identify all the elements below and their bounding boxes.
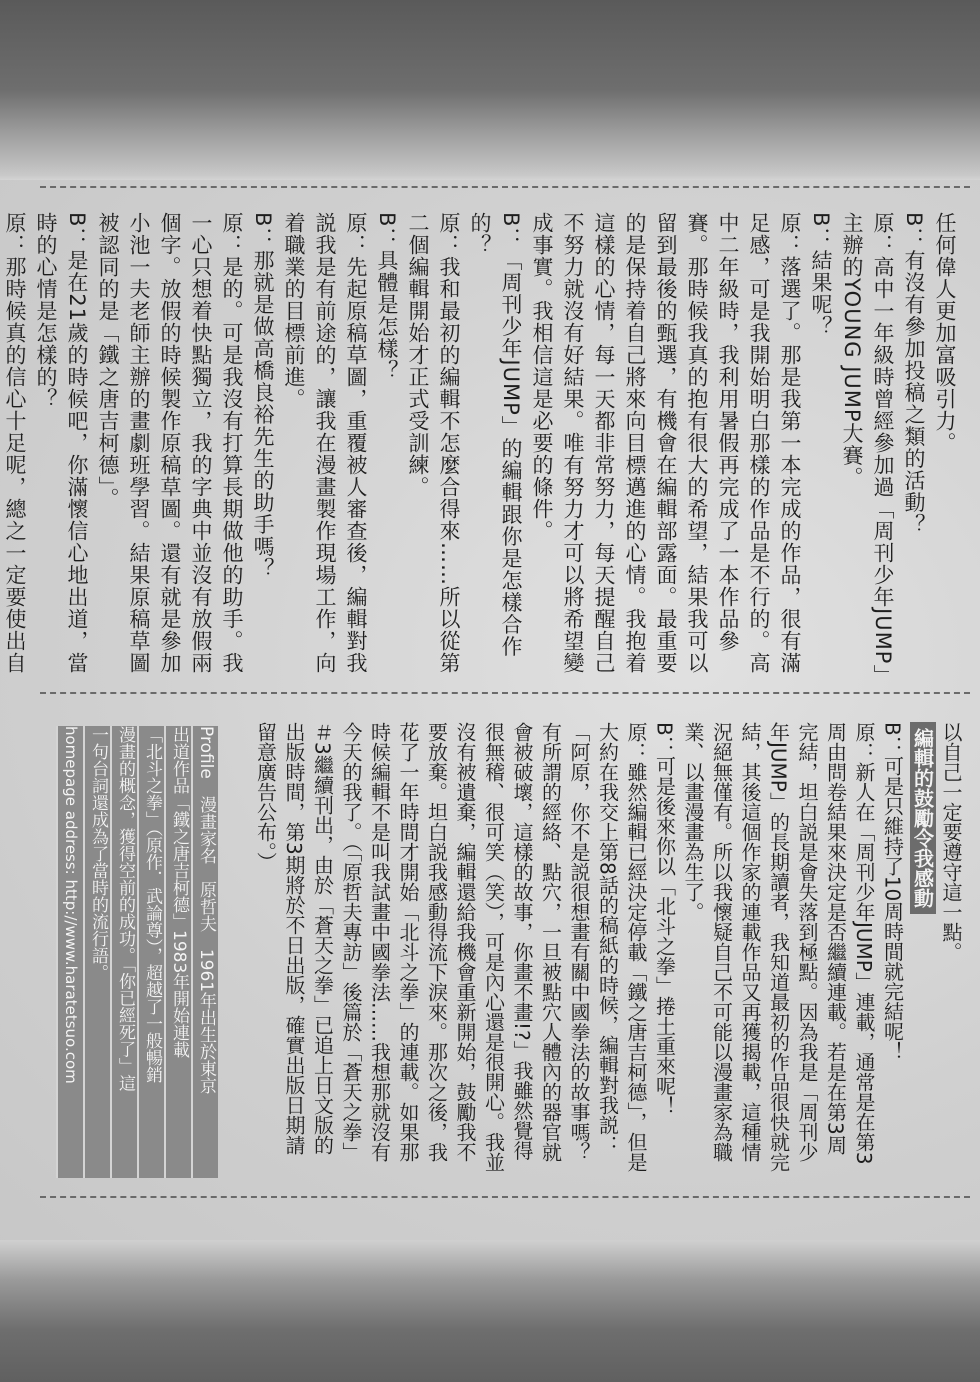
profile-line: 漫畫的概念，獲得空前的成功。「你已經死了」這: [110, 726, 137, 1178]
paragraph: B：是在21歲的時候吧，你滿懷信心地出道，當時的心情是怎樣的？: [34, 212, 89, 675]
paragraph: 原：高中一年級時曾經參加過「周刊少年JUMP」主辦的YOUNG JUMP大賽。: [840, 212, 895, 676]
paragraph: B：可是後來你以「北斗之拳」捲土重來呢！: [652, 722, 677, 1116]
paragraph: 原：新人在「周刊少年JUMP」連載，通常是在第3周由問卷結果來決定是否繼續連載。若是在第3周完結，坦白説是會失落到極點。因為我是「周刊少年JUMP」的長期讀者，我知道最初的作品很快就完結，其後這個作家的連載作品又再獲揭載，這種情況絕無僅有。所以我懷疑自己不可能以漫畫家為職業、以畫漫畫為生了。: [681, 722, 876, 1172]
section-heading: 編輯的鼓勵令我感動: [910, 722, 936, 914]
profile-line: 出道作品「鐵之唐吉柯德」1983年開始連載: [164, 726, 191, 1178]
paragraph: 原：先起原稿草圖，重覆被人審查後，編輯對我説我是有前途的，讓我在漫畫製作現場工作，向着職業的目標前進。: [282, 212, 368, 674]
bottom-scan-band: [0, 1240, 980, 1382]
profile-box: [56, 726, 218, 1178]
divider-bottom: [40, 1196, 970, 1198]
homepage-link[interactable]: homepage address: http://www.haratetsuo.com: [56, 726, 83, 1178]
paragraph: 任何偉人更加富吸引力。: [933, 212, 957, 454]
paragraph-continuation: 以自己一定要遵守這一點。: [939, 722, 963, 962]
profile-line: Profile 漫畫家名 原哲夫 1961年出生於東京: [191, 726, 218, 1178]
paragraph: B：結果呢？: [809, 212, 833, 338]
paragraph: B：可是只維持了10周時間就完結呢！: [880, 722, 905, 1062]
paragraph: B：「周刊少年JUMP」的編輯跟你是怎樣合作的？: [468, 212, 523, 658]
interview-section-1: [3, 212, 960, 682]
paragraph: 原：雖然編輯已經決定停載「鐵之唐吉柯德」，但是大約在我交上第8話的稿紙的時候，編輯對我説：「阿原，你不是説很想畫有關中國拳法的故事嗎？有所謂的經絡、點穴，一旦被點穴人體內的器官就會被破壞，這樣的故事，你畫不畫!?」我雖然覺得很無稽、很可笑（笑），可是內心還是很開心。我並沒有被遺棄，編輯還給我機會重新開始，鼓勵我不要放棄。坦白説我感動得流下淚來。那次之後，我花了一年時間才開始「北斗之拳」的連載。如果那時候編輯不是叫我試畫中國拳法……我想那就沒有今天的我了。（「原哲夫專訪」後篇於「蒼天之拳」＃3繼續刊出，由於「蒼天之拳」已追上日文版的出版時間，第3期將於不日出版，確實出版日期請留意廣告公布。）: [253, 722, 648, 1172]
paragraph: B：那就是做高橋良裕先生的助手嗎？: [251, 212, 275, 580]
top-scan-band: [0, 0, 980, 180]
paragraph: 原：那時候真的信心十足呢，總之一定要使出自: [3, 212, 27, 674]
profile-line: 一句台詞還成為了當時的流行語。: [83, 726, 110, 1178]
divider-middle: [40, 692, 970, 694]
divider-top: [40, 186, 970, 188]
paragraph: 原：我和最初的編輯不怎麼合得來……所以從第二個編輯開始才正式受訓練。: [406, 212, 461, 674]
profile-line: 「北斗之拳」（原作．武論尊），超越了一般暢銷: [137, 726, 164, 1178]
paragraph: B：有沒有參加投稿之類的活動？: [902, 212, 926, 536]
paragraph: 原：是的。可是我沒有打算長期做他的助手。我一心只想着快點獨立，我的字典中並沒有放假兩個字。放假的時候製作原稿草圖。還有就是參加小池一夫老師主辦的畫劇班學習。結果原稿草圖被認同的是「鐵之唐吉柯德」。: [96, 212, 244, 674]
interview-section-2: [235, 722, 965, 1174]
paragraph: B：具體是怎樣？: [375, 212, 399, 382]
paragraph: 原：落選了。那是我第一本完成的作品，很有滿足感，可是我開始明白那樣的作品是不行的。高中二年級時，我利用暑假再完成了一本作品參賽。那時候我真的抱有很大的希望，結果我可以留到最後的甄選，有機會在編輯部露面。最重要的是保持着自己將來向目標邁進的心情。我抱着這樣的心情，每一天都非常努力，每天提醒自己不努力就沒有好結果。唯有努力才可以將希望變成事實。我相信這是必要的條件。: [530, 212, 802, 674]
